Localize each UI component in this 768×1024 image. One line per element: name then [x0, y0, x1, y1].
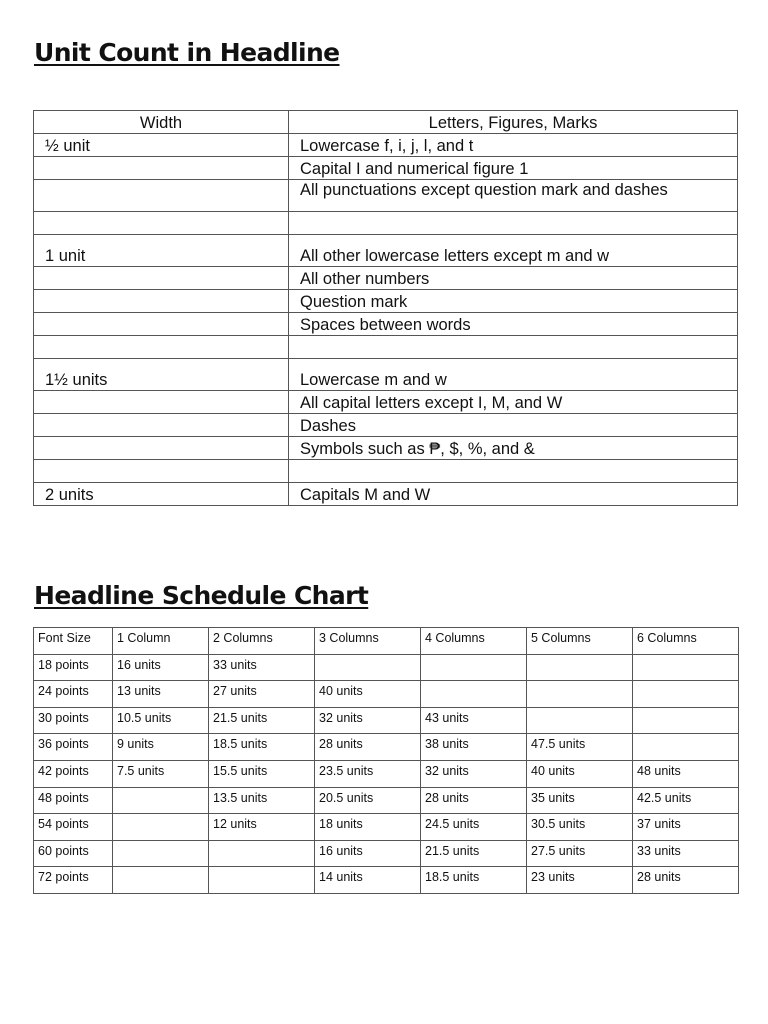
- table-row: [34, 814, 739, 841]
- unit-count-cell: [421, 654, 527, 681]
- table-row: [34, 391, 738, 414]
- width-cell: [34, 212, 289, 235]
- unit-count-cell: 21.5 units: [421, 840, 527, 867]
- unit-count-cell: 27.5 units: [527, 840, 633, 867]
- schedule-header-cell: 4 Columns: [421, 628, 527, 655]
- unit-count-cell: [633, 734, 739, 761]
- unit-count-cell: [527, 707, 633, 734]
- letters-cell: All other numbers: [289, 267, 738, 290]
- unit-count-table: [33, 110, 738, 506]
- unit-count-cell: 23 units: [527, 867, 633, 894]
- table-row: [34, 483, 738, 506]
- table-row: [34, 180, 738, 212]
- unit-table-header-row: [34, 111, 738, 134]
- schedule-header-cell: 2 Columns: [209, 628, 315, 655]
- table-row: [34, 437, 738, 460]
- unit-count-cell: 33 units: [633, 840, 739, 867]
- width-cell: [34, 437, 289, 460]
- table-row: [34, 760, 739, 787]
- table-row: [34, 840, 739, 867]
- table-row: [34, 734, 739, 761]
- font-size-cell: 18 points: [34, 654, 113, 681]
- unit-count-cell: [421, 681, 527, 708]
- font-size-cell: 42 points: [34, 760, 113, 787]
- letters-cell: All other lowercase letters except m and w: [289, 235, 738, 267]
- table-row: [34, 460, 738, 483]
- schedule-chart-title: Headline Schedule Chart: [34, 581, 369, 610]
- font-size-cell: 54 points: [34, 814, 113, 841]
- unit-count-cell: 28 units: [421, 787, 527, 814]
- font-size-cell: 48 points: [34, 787, 113, 814]
- letters-header: Letters, Figures, Marks: [289, 111, 738, 134]
- schedule-header-row: [34, 628, 739, 655]
- letters-cell: [289, 460, 738, 483]
- unit-count-cell: 27 units: [209, 681, 315, 708]
- unit-count-cell: 33 units: [209, 654, 315, 681]
- letters-cell: Capitals M and W: [289, 483, 738, 506]
- headline-schedule-table: [33, 627, 739, 894]
- table-row: [34, 707, 739, 734]
- unit-count-cell: 28 units: [633, 867, 739, 894]
- unit-count-cell: [633, 654, 739, 681]
- unit-count-cell: 20.5 units: [315, 787, 421, 814]
- table-row: [34, 359, 738, 391]
- table-row: [34, 414, 738, 437]
- table-row: [34, 290, 738, 313]
- table-row: [34, 313, 738, 336]
- unit-count-cell: 23.5 units: [315, 760, 421, 787]
- unit-count-title: Unit Count in Headline: [34, 38, 340, 67]
- unit-count-cell: [209, 867, 315, 894]
- unit-count-cell: 32 units: [421, 760, 527, 787]
- font-size-cell: 30 points: [34, 707, 113, 734]
- width-cell: [34, 313, 289, 336]
- table-row: [34, 681, 739, 708]
- unit-count-cell: 16 units: [315, 840, 421, 867]
- font-size-cell: 36 points: [34, 734, 113, 761]
- letters-cell: Symbols such as ₱, $, %, and &: [289, 437, 738, 460]
- width-cell: [34, 414, 289, 437]
- schedule-header-cell: 6 Columns: [633, 628, 739, 655]
- letters-cell: Lowercase m and w: [289, 359, 738, 391]
- unit-count-cell: 30.5 units: [527, 814, 633, 841]
- width-cell: [34, 460, 289, 483]
- schedule-header-cell: Font Size: [34, 628, 113, 655]
- width-cell: ½ unit: [34, 134, 289, 157]
- unit-count-cell: 18.5 units: [209, 734, 315, 761]
- unit-count-cell: 35 units: [527, 787, 633, 814]
- font-size-cell: 60 points: [34, 840, 113, 867]
- width-cell: 2 units: [34, 483, 289, 506]
- unit-count-cell: 13.5 units: [209, 787, 315, 814]
- table-row: [34, 336, 738, 359]
- table-row: [34, 867, 739, 894]
- letters-cell: All capital letters except I, M, and W: [289, 391, 738, 414]
- unit-count-cell: 13 units: [113, 681, 209, 708]
- width-cell: [34, 157, 289, 180]
- table-row: [34, 787, 739, 814]
- unit-count-cell: [633, 707, 739, 734]
- unit-count-cell: 28 units: [315, 734, 421, 761]
- unit-count-cell: 18.5 units: [421, 867, 527, 894]
- table-row: [34, 212, 738, 235]
- unit-count-cell: 10.5 units: [113, 707, 209, 734]
- unit-count-cell: 21.5 units: [209, 707, 315, 734]
- unit-count-cell: 47.5 units: [527, 734, 633, 761]
- unit-count-cell: 12 units: [209, 814, 315, 841]
- table-row: [34, 267, 738, 290]
- letters-cell: [289, 212, 738, 235]
- unit-count-cell: [315, 654, 421, 681]
- unit-count-cell: 9 units: [113, 734, 209, 761]
- width-cell: [34, 267, 289, 290]
- width-cell: [34, 336, 289, 359]
- letters-cell: Capital I and numerical figure 1: [289, 157, 738, 180]
- unit-count-cell: 14 units: [315, 867, 421, 894]
- unit-count-cell: 38 units: [421, 734, 527, 761]
- unit-count-cell: [527, 681, 633, 708]
- unit-count-cell: [633, 681, 739, 708]
- unit-count-cell: 32 units: [315, 707, 421, 734]
- letters-cell: All punctuations except question mark and dashes: [289, 180, 738, 212]
- font-size-cell: 24 points: [34, 681, 113, 708]
- schedule-header-cell: 1 Column: [113, 628, 209, 655]
- unit-count-cell: 7.5 units: [113, 760, 209, 787]
- unit-count-cell: [113, 814, 209, 841]
- unit-count-cell: 48 units: [633, 760, 739, 787]
- table-row: [34, 235, 738, 267]
- unit-count-cell: 42.5 units: [633, 787, 739, 814]
- font-size-cell: 72 points: [34, 867, 113, 894]
- unit-count-cell: 18 units: [315, 814, 421, 841]
- unit-count-cell: 16 units: [113, 654, 209, 681]
- unit-count-cell: [527, 654, 633, 681]
- unit-count-cell: [113, 867, 209, 894]
- unit-count-cell: [113, 840, 209, 867]
- width-cell: [34, 290, 289, 313]
- width-cell: [34, 391, 289, 414]
- unit-count-cell: [209, 840, 315, 867]
- unit-count-cell: [113, 787, 209, 814]
- schedule-header-cell: 3 Columns: [315, 628, 421, 655]
- letters-cell: Question mark: [289, 290, 738, 313]
- table-row: [34, 134, 738, 157]
- table-row: [34, 654, 739, 681]
- table-row: [34, 157, 738, 180]
- width-cell: 1 unit: [34, 235, 289, 267]
- unit-count-cell: 40 units: [315, 681, 421, 708]
- unit-count-cell: 15.5 units: [209, 760, 315, 787]
- unit-count-cell: 37 units: [633, 814, 739, 841]
- width-cell: [34, 180, 289, 212]
- unit-count-cell: 43 units: [421, 707, 527, 734]
- letters-cell: [289, 336, 738, 359]
- schedule-header-cell: 5 Columns: [527, 628, 633, 655]
- unit-count-cell: 40 units: [527, 760, 633, 787]
- unit-count-cell: 24.5 units: [421, 814, 527, 841]
- letters-cell: Spaces between words: [289, 313, 738, 336]
- letters-cell: Dashes: [289, 414, 738, 437]
- letters-cell: Lowercase f, i, j, l, and t: [289, 134, 738, 157]
- width-cell: 1½ units: [34, 359, 289, 391]
- width-header: Width: [34, 111, 289, 134]
